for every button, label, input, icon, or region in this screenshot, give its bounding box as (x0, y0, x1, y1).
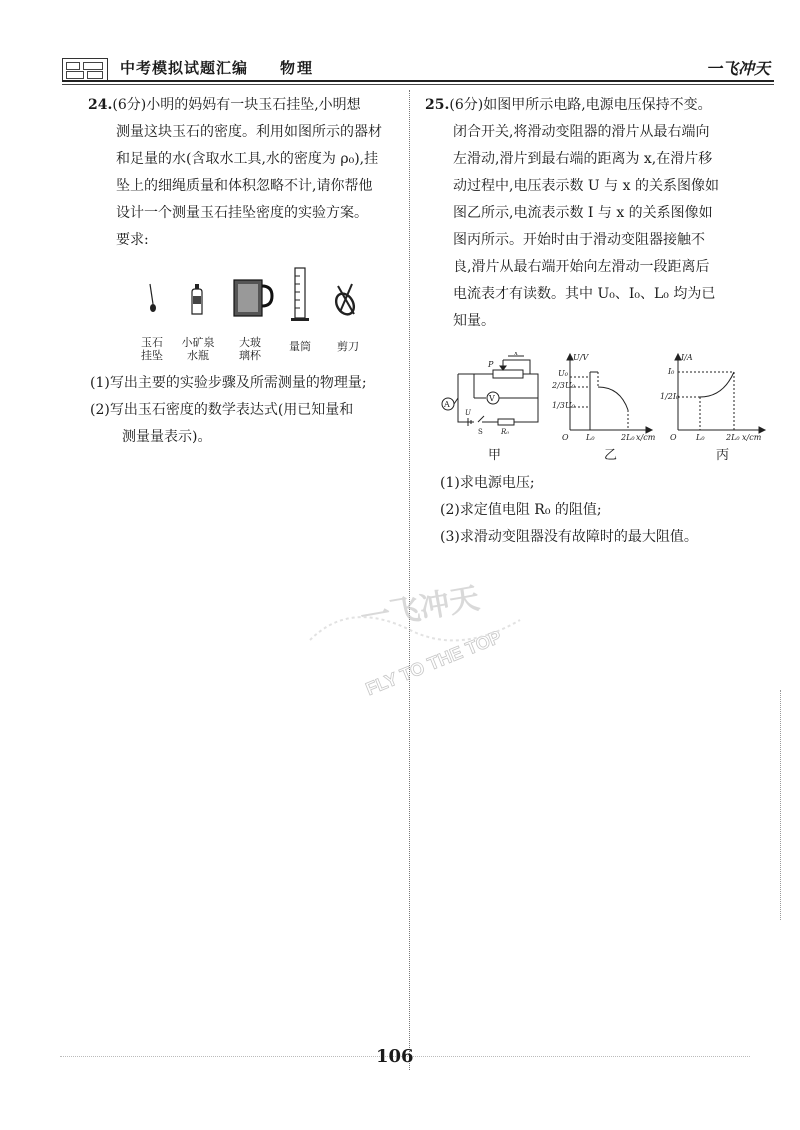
q25-line-7: 良,滑片从最右端开始向左滑动一段距离后 (453, 259, 710, 275)
u-label: U (465, 409, 471, 417)
label-cylinder: 量筒 (289, 340, 311, 353)
q25-part-1: (1)求电源电压; (440, 475, 535, 491)
yi-xlabel: x/cm (636, 433, 656, 442)
q25-line-9: 知量。 (453, 313, 495, 329)
label-scissors: 剪刀 (337, 340, 359, 353)
page-header (62, 52, 774, 82)
ammeter-label: A (444, 400, 450, 409)
bing-ytick-i0: I₀ (668, 367, 675, 376)
watermark (290, 560, 550, 710)
q25-line-6: 图丙所示。开始时由于滑动变阻器接触不 (453, 232, 705, 248)
q25-part-3: (3)求滑动变阻器没有故障时的最大阻值。 (440, 529, 698, 545)
header-rule-thin (62, 84, 774, 85)
page-number: 106 (376, 1046, 414, 1067)
q24-line-2: 测量这块玉石的密度。利用如图所示的器材 (116, 124, 382, 140)
q25-part-2: (2)求定值电阻 R₀ 的阻值; (440, 502, 602, 518)
bing-xlabel: x/cm (742, 433, 762, 442)
graph-bing (675, 354, 765, 433)
caption-jia: 甲 (488, 448, 502, 463)
x-label: x (514, 352, 518, 357)
pendant-icon (150, 284, 156, 312)
q24-line-4: 坠上的细绳质量和体积忽略不计,请你帮他 (116, 178, 373, 194)
bing-ytick-half: 1/2I₀ (660, 392, 680, 401)
resistor-label: R₀ (501, 428, 510, 436)
scissors-icon (333, 284, 358, 318)
slider-label: P (488, 360, 494, 369)
switch-label: S (478, 428, 483, 436)
q25-line-5: 图乙所示,电流表示数 I 与 x 的关系图像如 (453, 205, 713, 221)
measuring-cylinder-icon (291, 268, 309, 321)
q24-part-2: (2)写出玉石密度的数学表达式(用已知量和 (90, 402, 354, 418)
bing-origin: O (670, 433, 677, 442)
header-rule (62, 80, 774, 82)
label-bottle: 小矿泉 水瓶 (181, 336, 215, 362)
q24-line-3: 和足量的水(含取水工具,水的密度为 ρ₀),挂 (116, 151, 379, 167)
q25-line-4: 动过程中,电压表示数 U 与 x 的关系图像如 (453, 178, 719, 194)
bing-xtick-2l0: 2L₀ (726, 433, 740, 442)
q25-number: 25. (425, 97, 450, 113)
yi-origin: O (562, 433, 569, 442)
label-pendant: 玉石 挂坠 (141, 336, 163, 362)
bing-ylabel: I/A (681, 353, 693, 362)
caption-yi: 乙 (604, 448, 618, 463)
q25-line-2: 闭合开关,将滑动变阻器的滑片从最右端向 (453, 124, 710, 140)
question-24 (88, 92, 406, 254)
svg-text:一飞冲天: 一飞冲天 (357, 582, 482, 636)
brand-logo: 一飞冲天 (705, 59, 770, 78)
graph-yi (567, 354, 652, 433)
q24-part-2-cont: 测量量表示)。 (122, 429, 212, 445)
q24-line-6: 要求: (116, 232, 149, 248)
q24-number: 24. (88, 97, 113, 113)
voltmeter-label: V (489, 394, 495, 403)
q25-line-8: 电流表才有读数。其中 U₀、I₀、L₀ 均为已 (453, 286, 716, 302)
q24-line-5: 设计一个测量玉石挂坠密度的实验方案。 (116, 205, 368, 221)
q25-parts (440, 470, 780, 551)
glass-cup-icon (234, 280, 272, 316)
yi-xtick-2l0: 2L₀ (621, 433, 635, 442)
equipment-figure (140, 262, 370, 362)
q25-line-3: 左滑动,滑片到最右端的距离为 x,在滑片移 (453, 151, 713, 167)
q25-figures (438, 352, 778, 462)
subject-label: 物理 (280, 59, 315, 77)
equipment-drawing (140, 262, 370, 332)
q25-line-1: 25.(6分)如图甲所示电路,电源电压保持不变。 (425, 97, 712, 113)
question-25 (425, 92, 770, 335)
book-title: 中考模拟试题汇编 (120, 59, 249, 77)
q24-parts (90, 370, 408, 451)
yi-ytick-u0: U₀ (558, 369, 568, 378)
water-bottle-icon (192, 284, 202, 314)
yi-ytick-2-3: 2/3U₀ (552, 381, 575, 390)
book-logo-icon (62, 58, 108, 82)
edge-marks (780, 690, 781, 920)
yi-ylabel: U/V (573, 353, 589, 362)
bing-xtick-l0: L₀ (696, 433, 705, 442)
q24-line-1: 24.(6分)小明的妈妈有一块玉石挂坠,小明想 (88, 97, 361, 113)
label-glass: 大玻 璃杯 (239, 336, 261, 362)
svg-text:FLY TO THE TOP: FLY TO THE TOP (362, 626, 505, 700)
yi-xtick-l0: L₀ (586, 433, 595, 442)
circuit-and-graphs (438, 352, 778, 447)
q24-part-1: (1)写出主要的实验步骤及所需测量的物理量; (90, 375, 367, 391)
watermark-logo (290, 560, 550, 710)
caption-bing: 丙 (716, 448, 730, 463)
yi-ytick-1-3: 1/3U₀ (552, 401, 575, 410)
